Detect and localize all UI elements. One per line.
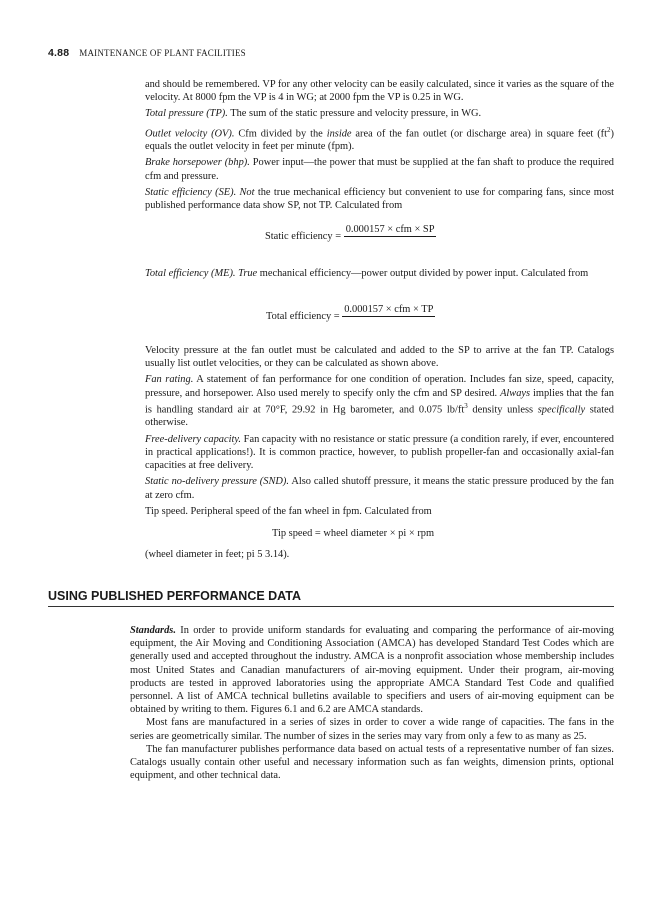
def-total-pressure: Total pressure (TP). The sum of the static pressure and velocity pressure, in WG. bbox=[145, 108, 482, 120]
def-brake-horsepower: Brake horsepower (bhp). Power input—the power that must be supplied at the fan shaft to produce the required cfm and pressure. bbox=[145, 157, 614, 182]
velocity-pressure-paragraph: Velocity pressure at the fan outlet must be calculated and added to the SP to arrive at the fan TP. Catalogs usually list outlet velocities, or they can be calculated as shown above. bbox=[145, 345, 614, 370]
definitions-block-bottom bbox=[145, 344, 614, 521]
intro-paragraph: and should be remembered. VP for any other velocity can be easily calculated, since it varies as the square of the velocity. At 8000 fpm the VP is 4 in WG; at 2000 fpm the VP is 0.25 in WG. bbox=[145, 79, 614, 104]
def-total-efficiency: Total efficiency (ME). True mechanical efficiency—power output divided by power input. Calculated from bbox=[145, 268, 589, 279]
equation-numerator: 0.000157 × cfm × SP bbox=[345, 224, 435, 235]
def-static-efficiency: Static efficiency (SE). Not the true mechanical efficiency but convenient to use for comparing fans, since most published performance data show SP, not TP. Calculated from bbox=[145, 186, 614, 212]
equation-tip-speed: Tip speed = wheel diameter × pi × rpm bbox=[272, 528, 435, 539]
equation-total-efficiency: Total efficiency = 0.000157 × cfm × TP bbox=[266, 304, 434, 322]
page-number: 4.88 bbox=[48, 47, 70, 59]
running-header bbox=[48, 47, 246, 59]
wheel-note-block bbox=[145, 548, 614, 564]
definition-total-efficiency bbox=[145, 267, 614, 283]
equation-static-efficiency: Static efficiency = 0.000157 × cfm × SP bbox=[265, 224, 435, 242]
equation-numerator: 0.000157 × cfm × TP bbox=[344, 304, 434, 315]
definitions-block-top bbox=[145, 78, 614, 215]
def-free-delivery: Free-delivery capacity. Fan capacity with no resistance or static pressure (a condition rarely, if ever, encountered in practical applications!). It is common practice, however, to publish propeller-fan and occasionally axial-fan capacities at free delivery. bbox=[145, 433, 615, 472]
def-outlet-velocity: Outlet velocity (OV). Cfm divided by the inside area of the fan outlet (or discharge area) in square feet $(ft^2)$ equals the outlet velocity in feet per minute (fpm). bbox=[145, 125, 614, 153]
def-static-no-delivery: Static no-delivery pressure (SND). Also called shutoff pressure, it means the static pressure produced by the fan at zero cfm. bbox=[145, 476, 614, 501]
section-body bbox=[130, 624, 614, 782]
standards-paragraph: Standards. In order to provide uniform standards for evaluating and comparing the performance of air-moving equipment, the Air Moving and Conditioning Association (AMCA) has developed Standard Test Codes which are generally used and accepted throughout the industry. AMCA is a nonprofit association whose membership includes most United States and Canadian manufacturers of air-moving equipment. Under their program, air-moving products are tested in approved laboratories using the appropriate AMCA Standard Test Code and qualified personnel. A list of AMCA technical bulletins available to specifiers and users of air-moving equipment can be obtained by writing to them. Figures 6.1 and 6.2 are AMCA standards. bbox=[130, 625, 614, 716]
section-heading: USING PUBLISHED PERFORMANCE DATA bbox=[48, 589, 614, 607]
running-title: MAINTENANCE OF PLANT FACILITIES bbox=[79, 48, 246, 58]
def-fan-rating: Fan rating. A statement of fan performance for one condition of operation. Includes fan size, speed, capacity, pressure, and horsepower. Also used merely to specify only the cfm and SP desired. Always implies that the fan is handling standard air at 70°F, 29.92 in Hg barometer, and 0.075 $lb/ft^3$ density unless specifically stated otherwise. bbox=[145, 374, 614, 429]
fan-series-paragraph: Most fans are manufactured in a series of sizes in order to cover a wide range of capacities. The fans in the series are geometrically similar. The number of sizes in the series may vary from only a few to as many as 25. bbox=[130, 717, 614, 742]
manufacturer-data-paragraph: The fan manufacturer publishes performance data based on actual tests of a representative number of fan sizes. Catalogs usually contain other useful and necessary information such as fan weights, dimension prints, optional equipment, and other technical data. bbox=[130, 743, 614, 782]
def-tip-speed: Tip speed. Peripheral speed of the fan wheel in fpm. Calculated from bbox=[145, 505, 432, 517]
wheel-note: (wheel diameter in feet; pi 5 3.14). bbox=[145, 549, 290, 560]
